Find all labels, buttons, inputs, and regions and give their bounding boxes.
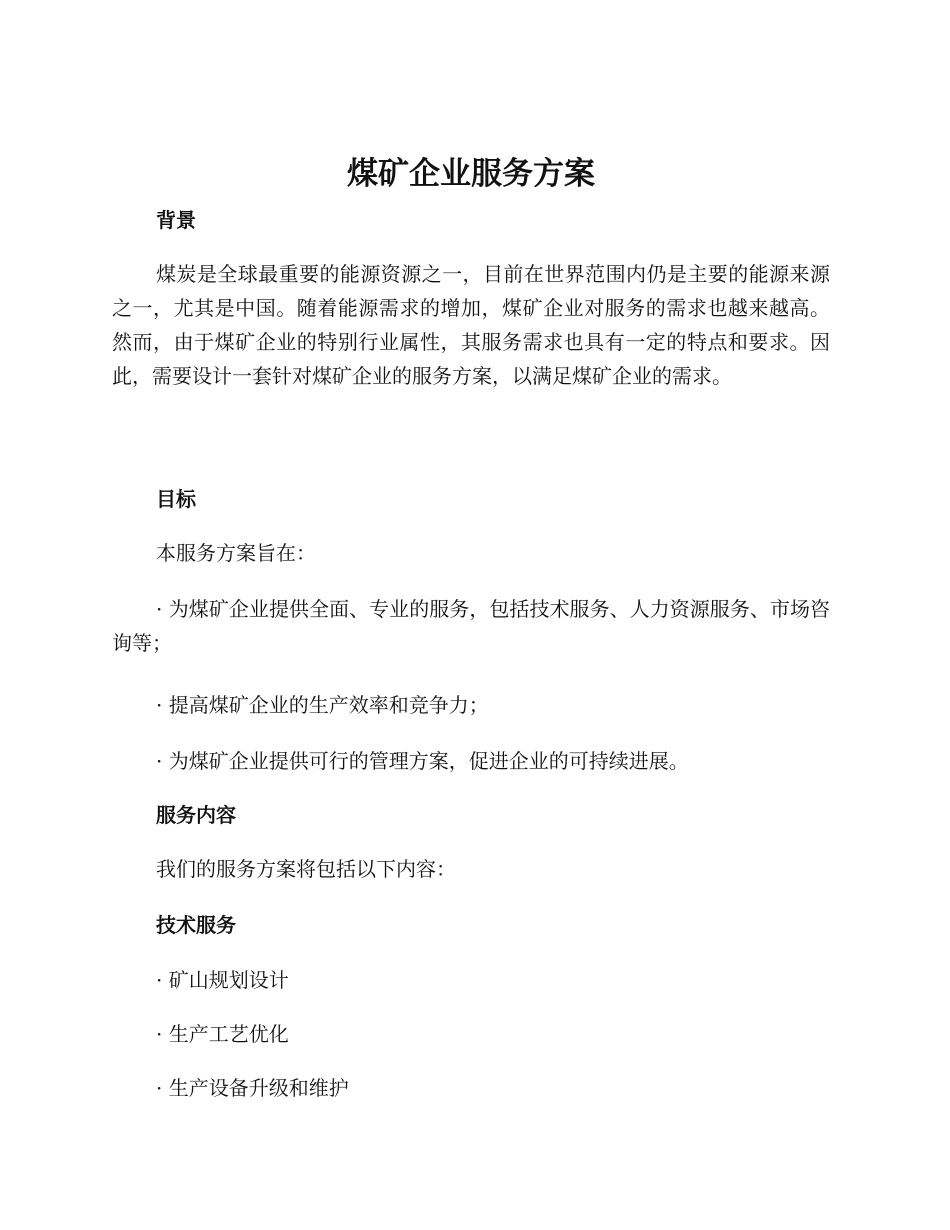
- goals-item-1: · 为煤矿企业提供全面、专业的服务，包括技术服务、人力资源服务、市场咨询等；: [112, 597, 830, 655]
- technical-service-item-2: · 生产工艺优化: [156, 1022, 289, 1046]
- service-content-intro: 我们的服务方案将包括以下内容：: [156, 857, 456, 881]
- technical-service-item-3: · 生产设备升级和维护: [156, 1076, 349, 1100]
- document-title: 煤矿企业服务方案: [347, 156, 595, 192]
- goals-intro: 本服务方案旨在：: [156, 541, 316, 565]
- goals-item-3: · 为煤矿企业提供可行的管理方案，促进企业的可持续进展。: [156, 749, 689, 773]
- section-heading-technical-service: 技术服务: [156, 913, 236, 937]
- goals-item-2: · 提高煤矿企业的生产效率和竞争力；: [156, 693, 489, 717]
- technical-service-item-1: · 矿山规划设计: [156, 968, 289, 992]
- section-heading-goals: 目标: [156, 487, 196, 511]
- section-heading-service-content: 服务内容: [156, 803, 236, 827]
- background-paragraph: 煤炭是全球最重要的能源资源之一，目前在世界范围内仍是主要的能源来源之一，尤其是中国。随着能源需求的增加，煤矿企业对服务的需求也越来越高。然而，由于煤矿企业的特别行业属性，其服务需求也具有一定的特点和要求。因此，需要设计一套针对煤矿企业的服务方案，以满足煤矿企业的需求。: [112, 262, 830, 388]
- section-heading-background: 背景: [156, 208, 196, 232]
